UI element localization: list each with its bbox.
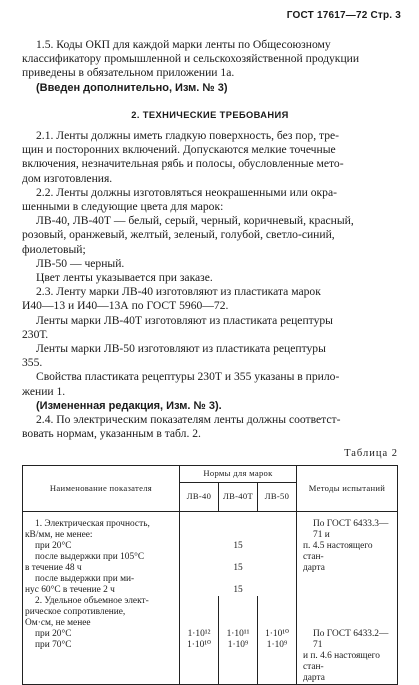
text-line: вовать нормам, указанным в табл. 2. (22, 427, 201, 441)
cell-value: 1·10⁹ (266, 639, 288, 650)
cell-line: Ом·см, не менее (25, 617, 91, 628)
specs-table (22, 465, 398, 685)
text-line: И40—13 и И40—13А по ГОСТ 5960—72. (22, 299, 229, 313)
cell-line: после выдержки при 105°С (35, 551, 145, 562)
text-line: 2.3. Ленту марки ЛВ-40 изготовляют из пластиката марок (36, 285, 321, 299)
text-line: шенными в следующие цвета для марок: (22, 200, 224, 214)
section-title: 2. ТЕХНИЧЕСКИЕ ТРЕБОВАНИЯ (131, 109, 289, 120)
cell-value: 1·10¹¹ (226, 628, 250, 639)
col-header-lv40: ЛВ-40 (180, 482, 219, 511)
text-line: 2.1. Ленты должны иметь гладкую поверхность, без пор, тре- (36, 129, 340, 143)
text-line: 355. (22, 356, 43, 370)
cell-line: при 20°С (35, 628, 72, 639)
cell-line: п. 4.5 настоящего стан- (303, 540, 373, 562)
cell-value: 1·10⁹ (227, 639, 249, 650)
cell-line: дарта (303, 562, 325, 573)
cell-value: 1·10¹⁰ (265, 628, 289, 639)
text-line: 2.4. По электрическим показателям ленты должны соответст- (36, 413, 341, 427)
text-line: приведены в обязательном приложении 1а. (22, 66, 235, 80)
cell-value: 15 (233, 540, 243, 551)
text-line: Ленты марки ЛВ-40Т изготовляют из пластиката рецептуры (36, 313, 333, 327)
text-line: розовый, оранжевый, желтый, зеленый, голубой, светло-синий, (22, 228, 335, 242)
table-row (23, 511, 398, 596)
row1-method (297, 511, 398, 596)
amendment-note-2: (Измененная редакция, Изм. № 3). (36, 399, 222, 412)
cell-line: кВ/мм, не менее: (25, 529, 93, 540)
cell-value: 1·10¹⁰ (187, 639, 211, 650)
text-line: фиолетовый; (22, 242, 86, 256)
table-row (23, 596, 398, 685)
text-line: ЛВ-40, ЛВ-40Т — белый, серый, черный, коричневый, красный, (36, 214, 354, 228)
cell-line: 2. Удельное объемное элект- (35, 595, 149, 606)
text-line: Свойства пластиката рецептуры 230Т и 355 указаны в прило- (36, 370, 340, 384)
cell-line: в течение 48 ч (25, 562, 82, 573)
row2-lv40 (180, 596, 219, 685)
amendment-note-1: (Введен дополнительно, Изм. № 3) (36, 81, 228, 94)
text-line: классификатору промышленной и сельскохозяйственной продукции (22, 52, 360, 66)
cell-value: 15 (233, 562, 243, 573)
cell-value: 1·10¹² (187, 628, 211, 639)
text-line: щин и посторонних включений. Допускаются мелкие точечные (22, 143, 336, 157)
col-header-methods: Методы испытаний (297, 465, 398, 511)
row2-name (23, 596, 180, 685)
cell-line: нус 60°С в течение 2 ч (25, 584, 115, 595)
row2-lv40t (219, 596, 258, 685)
cell-line: дарта (303, 672, 325, 683)
col-header-norms: Нормы для марок (180, 465, 297, 482)
text-line: 230Т. (22, 327, 49, 341)
paragraph-1-5 (22, 38, 398, 81)
paragraph-2-2 (22, 186, 398, 285)
cell-line: при 70°С (35, 639, 72, 650)
text-line: 2.2. Ленты должны изготовляться неокрашенными или окра- (36, 185, 337, 199)
text-line: жении 1. (22, 384, 66, 398)
row1-name (23, 511, 180, 596)
text-line: включения, незначительная рябь и полосы, обусловленные мето- (22, 157, 344, 171)
text-line: 1.5. Коды ОКП для каждой марки ленты по Общесоюзному (36, 38, 331, 51)
cell-value: 15 (233, 584, 243, 595)
cell-line: при 20°С (35, 540, 72, 551)
text-line: Цвет ленты указывается при заказе. (36, 271, 213, 285)
cell-line: 1. Электрическая прочность, (35, 518, 150, 529)
paragraph-2-3 (22, 285, 398, 399)
cell-line: По ГОСТ 6433.3—71 и (313, 518, 389, 540)
cell-line: рическое сопротивление, (25, 606, 126, 617)
row1-values (180, 511, 297, 596)
col-header-name: Наименование показателя (23, 465, 180, 511)
table-caption: Таблица 2 (344, 448, 398, 460)
text-line: Ленты марки ЛВ-50 изготовляют из пластиката рецептуры (36, 342, 326, 356)
paragraph-2-1 (22, 129, 398, 186)
document-body (22, 38, 398, 685)
cell-line: и п. 4.6 настоящего стан- (303, 650, 380, 672)
col-header-lv50: ЛВ-50 (258, 482, 297, 511)
text-line: дом изготовления. (22, 171, 113, 185)
row2-lv50 (258, 596, 297, 685)
paragraph-2-4 (22, 413, 398, 441)
cell-line: после выдержки при ми- (35, 573, 135, 584)
row2-method (297, 596, 398, 685)
page-header: ГОСТ 17617—72 Стр. 3 (286, 10, 401, 21)
text-line: ЛВ-50 — черный. (36, 256, 125, 270)
col-header-lv40t: ЛВ-40Т (219, 482, 258, 511)
cell-line: По ГОСТ 6433.2—71 (313, 628, 389, 650)
